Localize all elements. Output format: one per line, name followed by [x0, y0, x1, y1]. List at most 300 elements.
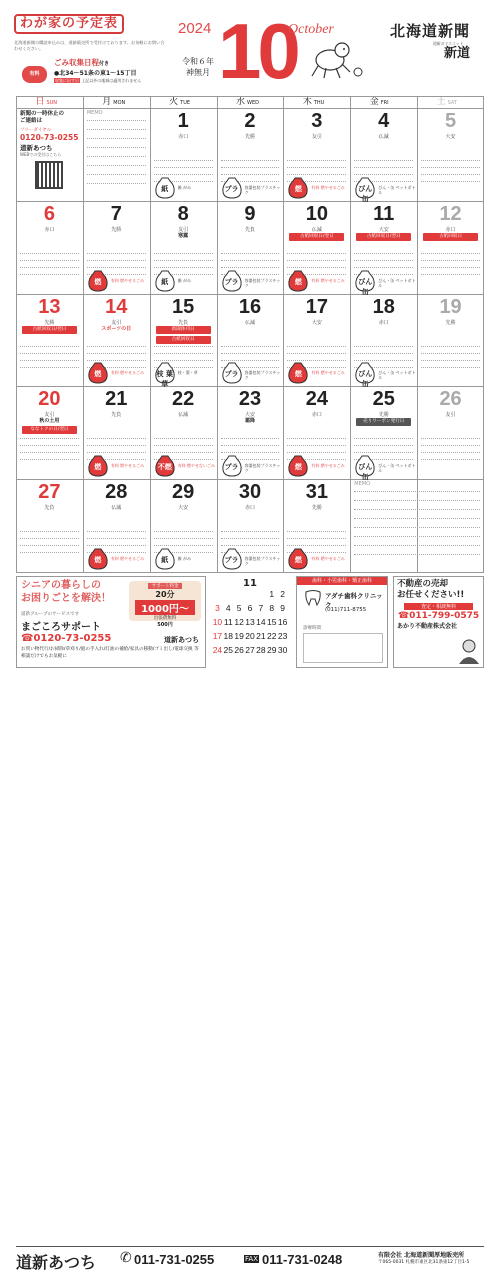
month-number: 10 — [218, 7, 297, 95]
day-cell[interactable] — [16, 386, 83, 479]
footer-tel[interactable]: 011-731-0255 — [134, 1252, 215, 1267]
day-cell[interactable] — [417, 386, 484, 479]
grid-hline — [16, 572, 484, 573]
day-number: 2 — [244, 110, 256, 132]
weekday-en: THU — [313, 100, 325, 106]
note-line — [287, 531, 346, 532]
note-line — [287, 346, 346, 347]
day-cell[interactable] — [417, 201, 484, 294]
note-line — [87, 545, 146, 546]
day-tag: ななトクの日/翌日 — [22, 426, 77, 434]
support-items: お買い物代行/お掃除/草刈り/庭の手入れ/灯油の補給/家具の移動/ゴミ出し/電球交換 等 相談だけでもお気軽に — [21, 647, 199, 659]
era-year: 令和６年 — [182, 57, 214, 66]
memo-label: MEMO — [86, 110, 103, 116]
day-number: 25 — [372, 388, 395, 411]
day-cell[interactable] — [217, 201, 284, 294]
rokuyo: 仏滅 — [378, 134, 389, 140]
rokuyo: 大安 — [311, 319, 322, 326]
memo-cell[interactable] — [350, 479, 484, 572]
mini-cal-row — [212, 589, 288, 603]
garbage-moyasu-label: 有料 燃やせるごみ — [110, 463, 145, 469]
weekday-label: 木 — [302, 97, 312, 107]
day-number: 9 — [244, 202, 256, 225]
note-line — [154, 253, 213, 254]
day-cell[interactable] — [217, 479, 284, 572]
garbage-eda-label: 枝・葉・草 — [177, 370, 198, 376]
note-line — [354, 438, 413, 439]
note-line — [154, 267, 213, 268]
day-cell[interactable] — [83, 201, 150, 294]
note-line — [20, 438, 79, 439]
day-cell[interactable] — [350, 108, 417, 201]
mini-cal-day: 7 — [258, 603, 264, 613]
garbage-bin-label: びん・缶 ペットボトル — [378, 463, 416, 474]
day-number: 14 — [105, 295, 128, 318]
estate-line1: 不動産の売却 — [397, 579, 449, 589]
rokuyo: 先勝 — [111, 226, 122, 233]
senior-ad-title2: お困りごとを解決！ — [21, 593, 111, 604]
garbage-moyasu-text: 燃 — [294, 555, 302, 564]
rokuyo: 赤口 — [311, 412, 322, 419]
day-number: 8 — [177, 202, 189, 225]
mini-cal-day: 23 — [277, 631, 288, 641]
phone-icon: ☎ — [21, 633, 34, 644]
note-line — [87, 156, 146, 157]
day-cell[interactable] — [350, 294, 417, 387]
note-line — [221, 267, 280, 268]
mini-cal-day: 11 — [223, 617, 233, 627]
day-cell[interactable] — [150, 386, 217, 479]
memo-label: MEMO — [354, 481, 371, 488]
note-line — [87, 165, 146, 166]
day-number: 22 — [172, 388, 195, 411]
rokuyo: 仏滅 — [311, 226, 322, 233]
garbage-bin-icon — [354, 270, 376, 296]
garbage-pura-icon — [221, 548, 243, 570]
mini-cal-day — [223, 589, 234, 603]
day-number: 10 — [305, 202, 328, 225]
day-number: 17 — [305, 295, 328, 318]
day-number: 5 — [445, 110, 457, 132]
mini-cal-day: 5 — [236, 603, 242, 613]
garbage-pura-label: 容器包装プラスチック — [244, 555, 281, 566]
fax-label: FAX — [245, 1255, 258, 1263]
note-line — [421, 274, 480, 275]
garbage-eda-icon — [154, 362, 176, 389]
mini-cal-day: 26 — [234, 645, 244, 655]
note-line — [20, 538, 79, 539]
note-line — [354, 346, 413, 347]
note-line — [421, 174, 480, 175]
newspaper-logo: 北海道新聞 — [390, 22, 471, 40]
rokuyo: 友引 — [311, 134, 322, 140]
area-bullet-icon: ● — [54, 70, 60, 77]
note-line — [221, 531, 280, 532]
garbage-bin-icon — [354, 177, 376, 203]
mini-cal-day: 27 — [245, 645, 255, 655]
garbage-pura-text: プラ — [224, 370, 239, 379]
note-line — [154, 174, 213, 175]
note-line — [20, 274, 79, 275]
day-cell[interactable] — [217, 108, 284, 201]
garbage-kami-icon — [154, 548, 176, 570]
support-tagline: 道新グループのサービスです — [21, 612, 80, 617]
mini-cal-day: 29 — [266, 645, 277, 655]
rokuyo: 友引 — [178, 226, 189, 233]
rokuyo: 先勝 — [378, 412, 389, 419]
note-line — [154, 353, 213, 354]
day-cell[interactable] — [350, 201, 417, 294]
day-tag: 古紙回収日 — [423, 233, 478, 241]
garbage-badge: 有料 — [22, 66, 47, 83]
note-line — [354, 267, 413, 268]
note-line — [287, 260, 346, 261]
note-line — [354, 360, 413, 361]
note-line — [20, 545, 79, 546]
day-cell[interactable] — [150, 201, 217, 294]
era-month: 神無月 — [186, 68, 210, 77]
garbage-pura-text: プラ — [224, 555, 239, 564]
weekday-en: SAT — [447, 100, 457, 106]
garbage-note: 上記以外の地域は適用されません — [81, 78, 142, 83]
garbage-moyasu-text: 燃 — [94, 370, 102, 379]
note-line — [87, 183, 146, 184]
day-number: 7 — [110, 202, 122, 225]
mini-cal-day: 24 — [212, 645, 223, 655]
day-number: 30 — [238, 481, 262, 504]
garbage-title: ごみ収集日程 — [54, 58, 99, 67]
day-cell[interactable] — [417, 108, 484, 201]
note-line — [154, 538, 213, 539]
day-number: 31 — [305, 481, 328, 504]
rokuyo: 仏滅 — [178, 412, 189, 419]
mini-cal-day: 17 — [212, 631, 223, 641]
note-line — [154, 360, 213, 361]
clinic-tags: 歯科・小児歯科・矯正歯科 — [297, 577, 387, 585]
footer-company: 有限会社 北海道新聞厚地販売所 — [378, 1252, 465, 1259]
year: 2024 — [178, 20, 212, 37]
clinic-phone[interactable]: (011)711-8755 — [325, 607, 367, 613]
garbage-kami-label: 雑 がみ — [177, 277, 191, 283]
garbage-pura-text: プラ — [224, 463, 239, 472]
mini-cal-day: 30 — [277, 645, 288, 655]
weekday-sun — [16, 96, 83, 108]
note-line — [421, 181, 480, 182]
note-line — [87, 531, 146, 532]
mini-cal-day: 25 — [223, 645, 234, 655]
dental-clinic-ad — [296, 576, 388, 668]
note-line — [354, 536, 480, 537]
support-name: まごころサポート — [21, 622, 101, 633]
note-line — [20, 253, 79, 254]
note-line — [421, 452, 480, 453]
mini-cal-day: 22 — [266, 631, 277, 641]
footer-ads — [0, 576, 500, 1272]
footer-phone-icon: ✆ — [120, 1250, 132, 1266]
rokuyo: 仏滅 — [111, 505, 122, 512]
day-number: 12 — [439, 202, 462, 225]
note-line — [20, 445, 79, 446]
qr-code-icon[interactable] — [35, 161, 63, 189]
garbage-kami-text: 紙 — [161, 555, 169, 564]
note-line — [287, 267, 346, 268]
garbage-kami-text: 紙 — [161, 277, 169, 286]
rokuyo: 先負 — [111, 412, 122, 419]
note-line — [421, 445, 480, 446]
note-line — [87, 120, 146, 121]
note-line — [154, 531, 213, 532]
day-number: 28 — [105, 481, 128, 504]
day-cell[interactable] — [16, 294, 83, 387]
day-cell[interactable] — [417, 294, 484, 387]
estate-phone[interactable]: 011-799-0575 — [409, 611, 480, 621]
note-line — [354, 545, 480, 546]
garbage-eda-text: 枝 葉 草 — [156, 370, 173, 389]
garbage-moyasu-label: 有料 燃やせるごみ — [110, 277, 145, 283]
fee-extra: 500円 — [157, 622, 173, 628]
era-label — [178, 56, 218, 78]
garbage-funen-label: 有料 燃やせないごみ — [177, 463, 215, 469]
day-event: 寒露 — [178, 232, 189, 239]
garbage-moyasu-text: 燃 — [294, 277, 302, 286]
garbage-moyasu-label: 有料 燃やせるごみ — [110, 370, 145, 376]
notice-phone[interactable]: 0120-73-0255 — [20, 133, 79, 142]
mini-cal-day — [212, 589, 223, 603]
note-line — [421, 367, 480, 368]
mini-cal-row — [212, 645, 288, 659]
note-line — [421, 346, 480, 347]
day-cell[interactable] — [16, 479, 83, 572]
weekday-label: 金 — [369, 97, 379, 107]
garbage-schedule-box — [54, 58, 166, 94]
memo-cell[interactable] — [83, 108, 150, 201]
day-cell[interactable] — [217, 294, 284, 387]
estate-name: あかり不動産株式会社 — [397, 623, 458, 630]
mini-cal-day — [255, 589, 266, 603]
day-tag: 新聞休刊日 — [156, 326, 211, 334]
note-line — [287, 174, 346, 175]
note-line — [354, 554, 480, 555]
rokuyo: 大安 — [378, 226, 389, 233]
garbage-moyasu-icon — [287, 548, 309, 570]
mini-cal-day: 15 — [266, 617, 277, 627]
note-line — [221, 174, 280, 175]
fee-label: サポート料金 — [148, 583, 182, 589]
estate-line2: お任せください!! — [397, 590, 465, 600]
rokuyo: 先負 — [244, 226, 255, 233]
mini-cal-row — [212, 617, 288, 631]
note-line — [154, 445, 213, 446]
day-cell[interactable] — [83, 294, 150, 387]
day-cell[interactable] — [283, 386, 350, 479]
footer-contact — [16, 1246, 484, 1272]
day-number: 24 — [305, 388, 328, 411]
note-line — [354, 500, 480, 501]
real-estate-ad — [393, 576, 484, 668]
note-line — [87, 360, 146, 361]
notice-title2: ご連絡は — [20, 118, 43, 124]
weekday-label: 月 — [102, 97, 112, 107]
mini-cal-day — [234, 589, 245, 603]
day-tag: 古紙回収日/翌日 — [289, 233, 344, 241]
rokuyo: 友引 — [445, 412, 456, 419]
note-line — [87, 438, 146, 439]
note-line — [421, 260, 480, 261]
mini-cal-day: 6 — [247, 603, 253, 613]
day-cell[interactable] — [150, 479, 217, 572]
day-number: 6 — [43, 202, 55, 225]
garbage-pura-label: 容器包装プラスチック — [244, 277, 281, 288]
mini-cal-day: 28 — [256, 645, 266, 655]
day-number: 23 — [238, 388, 262, 411]
note-line — [354, 353, 413, 354]
weekday-label: 水 — [235, 97, 245, 107]
mini-cal-day: 21 — [256, 631, 266, 641]
garbage-moyasu-text: 燃 — [94, 555, 102, 564]
note-line — [421, 438, 480, 439]
garbage-moyasu-icon — [87, 270, 109, 292]
garbage-bin-text: びん 缶 — [358, 463, 373, 482]
notice-title: 新聞の一時休止の — [20, 111, 65, 117]
mini-cal-day: 3 — [215, 603, 220, 613]
garbage-moyasu-icon — [287, 362, 309, 384]
mini-cal-day: 2 — [280, 589, 285, 599]
note-line — [87, 346, 146, 347]
mascot-running-icon — [298, 34, 368, 84]
rokuyo: 先負 — [44, 505, 55, 512]
garbage-title-suffix: 付き — [99, 61, 110, 67]
weekday-fri — [350, 96, 417, 108]
weekday-en: FRI — [380, 100, 389, 106]
note-line — [221, 545, 280, 546]
day-cell[interactable] — [283, 201, 350, 294]
garbage-kami-text: 紙 — [161, 184, 169, 193]
mini-cal-row — [212, 603, 288, 617]
day-cell[interactable] — [150, 108, 217, 201]
garbage-moyasu-text: 燃 — [294, 463, 302, 472]
note-line — [154, 260, 213, 261]
note-line — [354, 253, 413, 254]
garbage-pura-label: 容器包装プラスチック — [244, 184, 281, 195]
day-number: 15 — [172, 295, 195, 318]
phone-icon: ☎ — [397, 611, 410, 621]
day-number: 11 — [373, 202, 395, 225]
rokuyo: 友引 — [111, 319, 122, 326]
mini-cal-month: 11 — [243, 578, 257, 589]
day-number: 21 — [105, 388, 128, 411]
note-line — [287, 253, 346, 254]
note-line — [87, 253, 146, 254]
note-line — [20, 552, 79, 553]
senior-support-ad — [16, 576, 206, 668]
mini-cal-day: 4 — [225, 603, 231, 613]
rokuyo: 赤口 — [244, 505, 255, 512]
support-shop: 道新あつち — [164, 636, 199, 644]
rokuyo: 大安 — [244, 412, 255, 419]
garbage-bin-text: びん 缶 — [358, 184, 373, 203]
weekday-label: 火 — [169, 97, 179, 107]
day-number: 27 — [38, 481, 61, 504]
note-line — [287, 538, 346, 539]
note-line — [20, 367, 79, 368]
note-line — [221, 160, 280, 161]
weekday-thu — [283, 96, 350, 108]
day-cell[interactable] — [283, 108, 350, 201]
note-line — [154, 167, 213, 168]
day-event: 秋の土用 — [39, 418, 60, 425]
notice-free: フリーダイヤル — [20, 128, 52, 133]
note-line — [87, 267, 146, 268]
note-line — [354, 445, 413, 446]
subtitle: 北海道新聞の購読申込みは、道新販売所で受付けております。お気軽にお問い合わせください。 — [14, 40, 165, 51]
weekday-label: 日 — [35, 97, 45, 107]
garbage-bin-label: びん・缶 ペットボトル — [378, 277, 416, 288]
day-number: 18 — [372, 295, 395, 318]
month-english: October — [288, 22, 334, 37]
notice-web: WEBでの受付はこちら — [20, 152, 62, 157]
day-cell[interactable] — [83, 479, 150, 572]
garbage-pura-icon — [221, 455, 243, 477]
garbage-moyasu-label: 有料 燃やせるごみ — [311, 277, 345, 283]
rokuyo: 先勝 — [244, 134, 255, 140]
note-line — [154, 545, 213, 546]
day-cell[interactable] — [283, 294, 350, 387]
day-tag: 古紙回収日/翌日 — [356, 233, 411, 241]
support-phone[interactable]: 0120-73-0255 — [33, 633, 112, 644]
note-line — [287, 452, 346, 453]
garbage-bin-label: びん・缶 ペットボトル — [378, 184, 416, 195]
estate-tag: 査定・相談無料 — [404, 603, 473, 610]
garbage-moyasu-label: 有料 燃やせるごみ — [311, 370, 345, 376]
garbage-kami-icon — [154, 177, 176, 199]
mini-cal-day: 9 — [280, 603, 285, 613]
garbage-moyasu-icon — [87, 362, 109, 384]
note-line — [154, 160, 213, 161]
note-line — [221, 538, 280, 539]
note-line — [287, 360, 346, 361]
day-cell[interactable] — [350, 386, 417, 482]
note-line — [154, 346, 213, 347]
day-event: 霜降 — [244, 418, 255, 425]
day-cell[interactable] — [83, 386, 150, 479]
day-number: 1 — [177, 110, 189, 132]
footer-address: 〒065-0031 札幌市東区北31条東12丁目1-5 — [378, 1260, 470, 1265]
day-cell[interactable] — [283, 479, 350, 572]
mini-cal-day: 18 — [223, 631, 234, 641]
doshin-logo: 新道 — [444, 46, 471, 61]
garbage-moyasu-label: 有料 燃やせるごみ — [311, 463, 345, 469]
garbage-bin-text: びん 缶 — [358, 370, 373, 389]
note-line — [221, 253, 280, 254]
note-line — [287, 353, 346, 354]
garbage-moyasu-text: 燃 — [294, 370, 302, 379]
garbage-bin-label: びん・缶 ペットボトル — [378, 370, 416, 381]
day-cell[interactable] — [150, 294, 217, 387]
day-cell[interactable] — [16, 201, 83, 294]
weekday-en: TUE — [180, 100, 191, 106]
day-cell[interactable] — [217, 386, 284, 479]
agent-portrait-icon — [458, 638, 480, 664]
note-line — [221, 260, 280, 261]
note-line — [287, 160, 346, 161]
note-line — [287, 445, 346, 446]
rokuyo: 大安 — [178, 505, 189, 512]
day-number: 26 — [439, 388, 462, 411]
mini-cal-day: 19 — [234, 631, 244, 641]
garbage-area: 北34〜51条の東1〜15丁目 — [59, 70, 137, 77]
mini-cal-day: 8 — [269, 603, 275, 613]
garbage-funen-text: 不燃 — [157, 463, 172, 472]
